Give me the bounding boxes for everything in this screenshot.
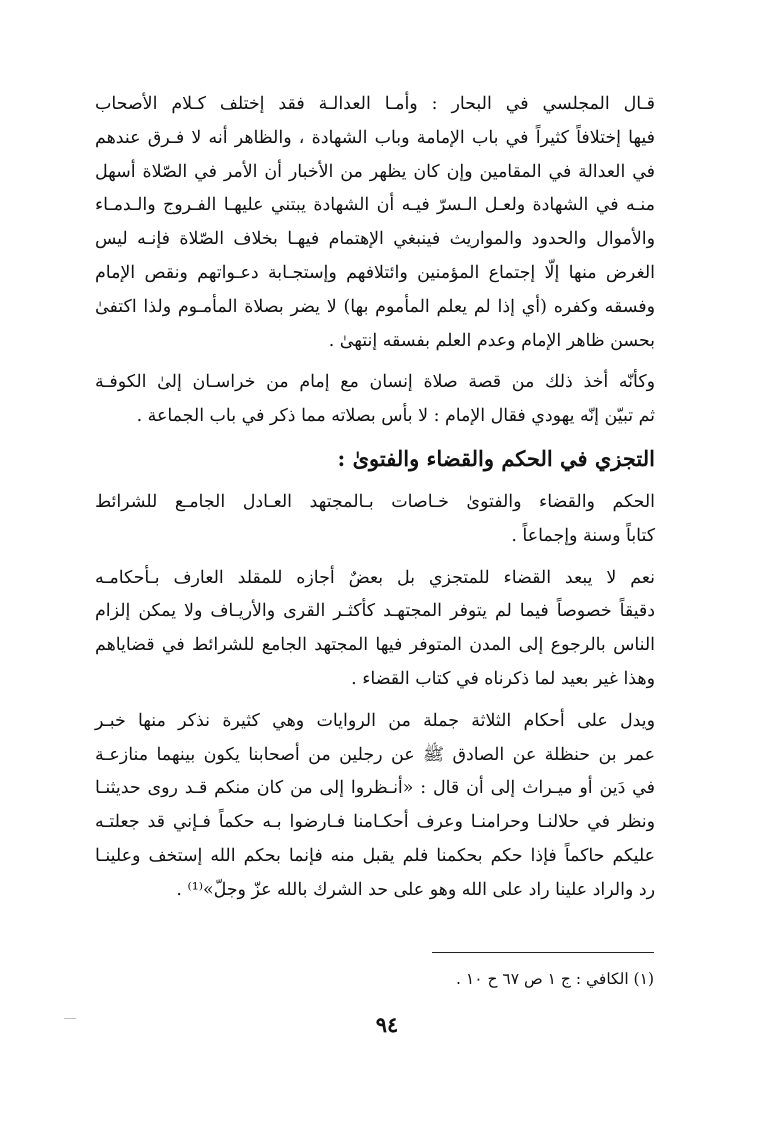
text-line: فيها إختلافاً كثيراً في باب الإمامة وباب الشهادة ، والظاهر أنه لا فـرق عندهم [95, 127, 655, 148]
paragraph-3 [95, 486, 655, 554]
page-number: ٩٤ [375, 1012, 399, 1037]
margin-mark [64, 1018, 76, 1019]
text-line: عمر بن حنظلة عن الصادق ﷺ عن رجلين من أصحابنا يكون بينهما منازعـة [95, 744, 655, 765]
text-line: قـال المجلسي في البحار : وأمـا العدالـة فقد إختلف كـلام الأصحاب [95, 94, 655, 114]
text-line: والأموال والحدود والمواريث فينبغي الإهتمام فيهـا بخلاف الصّلاة فإنـه ليس [95, 229, 655, 250]
text-line: ونظر في حلالنـا وحرامنـا وعرف أحكـامنا فـارضوا بـه حكماً فـإني قد جعلتـه [95, 812, 655, 833]
text-line: الناس بالرجوع إلى المدن المتوفر فيها المجتهد الجامع للشرائط في قضاياهم [95, 635, 655, 656]
text-line: في دَين أو ميـراث إلى أن قال : «أنـظروا إلى من كان منكم قـد روى حديثنـا [95, 778, 655, 799]
footnote: (١) الكافي : ج ١ ص ٦٧ ح ١٠ . [456, 970, 654, 988]
paragraph-2 [95, 366, 655, 434]
paragraph-1 [95, 88, 655, 358]
text-line: وفسقه وكفره (أي إذا لم يعلم المأموم بها) لا يضر بصلاة المأمـوم ولذا اكتفىٰ [95, 296, 655, 317]
paragraph-4 [95, 562, 655, 697]
text-line: نعم لا يبعد القضاء للمتجزي بل بعضٌ أجازه للمقلد العارف بـأحكامـه [95, 567, 655, 588]
text-line: منـه في الشهادة ولعـل الـسرّ فيـه أن الشهادة يبتني عليهـا الفـروج والـدمـاء [95, 195, 655, 216]
paragraph-5 [95, 705, 655, 908]
text-line: الغرض منها إلّا إجتماع المؤمنين وائتلافهم وإستجـابة دعـواتهم ونقص الإمام [95, 262, 655, 283]
text-line: وهذا غير بعيد لما ذكرناه في كتاب القضاء . [351, 668, 655, 689]
text-line: رد والراد علينا راد على الله وهو على حد الشرك بالله عزّ وجلّ»⁽¹⁾ . [176, 879, 655, 900]
text-line: ثم تبيّن إنّه يهودي فقال الإمام : لا بأس بصلاته مما ذكر في باب الجماعة . [136, 406, 655, 427]
footnote-divider [432, 952, 654, 953]
section-heading: التجزي في الحكم والقضاء والفتوىٰ : [337, 445, 655, 471]
text-line: وكأنّه أخذ ذلك من قصة صلاة إنسان مع إمام من خراسـان إلىٰ الكوفـة [95, 372, 655, 393]
text-line: بحسن ظاهر الإمام وعدم العلم بفسقه إنتهىٰ . [328, 330, 655, 351]
text-line: الحكم والقضاء والفتوىٰ خـاصات بـالمجتهد العـادل الجامـع للشرائط [95, 491, 655, 512]
text-line: في العدالة في المقامين وإن كان يظهر من الأخبار أن الأمر في الصّلاة أسهل [95, 161, 655, 182]
text-line: عليكم حاكماً فإذا حكم بحكمنا فلم يقبل منه فإنما بحكم الله إستخف وعلينـا [95, 845, 655, 866]
text-line: كتاباً وسنة وإجماعاً . [511, 525, 655, 546]
body-text [95, 88, 655, 908]
text-line: ويدل على أحكام الثلاثة جملة من الروايات وهي كثيرة نذكر منها خبـر [95, 710, 655, 731]
text-line: دقيقاً خصوصاً فيما لم يتوفر المجتهـد كأكثـر القرى والأريـاف ولا يمكن إلزام [95, 601, 655, 622]
